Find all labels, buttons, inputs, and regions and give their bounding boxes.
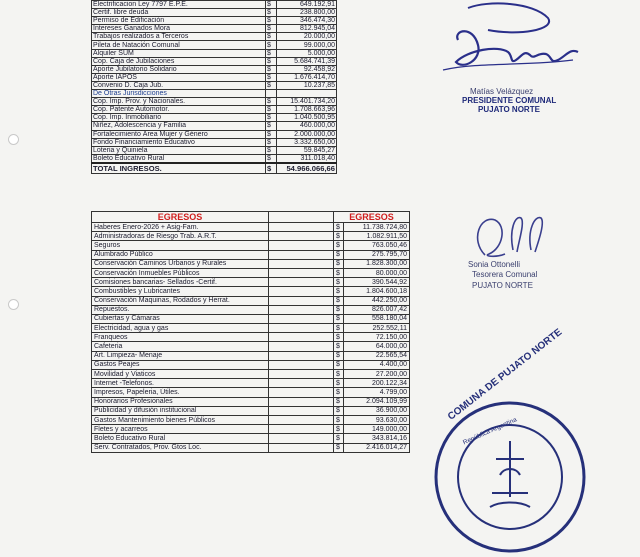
amount-cell: 1.676.414,70 [277,73,337,81]
total-amount: 54.966.066,66 [277,163,337,174]
concept-cell: Fondo Financiamiento Educativo [92,138,266,146]
egreso-row [92,278,410,287]
amount-cell: 826.007,42 [344,305,410,314]
ingreso-row [92,130,337,138]
currency-cell: $ [266,130,277,138]
amount-cell: 3.332.650,00 [277,138,337,146]
currency-cell: $ [334,379,344,388]
concept-cell: Administradoras de Riesgo Trab. A.R.T. [92,232,269,241]
currency-cell: $ [266,49,277,57]
amount-cell: 72.150,00 [344,333,410,342]
currency-cell: $ [334,241,344,250]
currency-cell: $ [266,114,277,122]
ingreso-row [92,73,337,81]
amount-cell: 4.400,00 [344,360,410,369]
ingreso-row [92,9,337,17]
amount-cell: 22.565,54 [344,351,410,360]
concept-cell: Permiso de Edificación [92,17,266,25]
amount-cell: 2.000.000,00 [277,130,337,138]
amount-cell: 311.018,40 [277,154,337,163]
ingreso-row [92,33,337,41]
ingreso-row [92,81,337,89]
amount-cell: 252.552,11 [344,324,410,333]
president-title: PRESIDENTE COMUNAL [462,96,557,105]
concept-cell: Conservación Inmuebles Públicos [92,268,269,277]
egreso-row [92,425,410,434]
ingreso-row [92,106,337,114]
currency-cell: $ [334,296,344,305]
ingresos-table [91,0,337,174]
ingreso-row [92,57,337,65]
egreso-row [92,370,410,379]
concept-cell: Cop. Imp. Prov. y Nacionales. [92,98,266,106]
treasurer-title: Tesorera Comunal [472,270,538,279]
egresos-header-left: EGRESOS [92,212,269,223]
concept-cell: Aporte IAPOS [92,73,266,81]
amount-cell: 5.000,00 [277,49,337,57]
amount-cell: 460.000,00 [277,122,337,130]
concept-cell: Alumbrado Público [92,250,269,259]
currency-cell: $ [266,98,277,106]
section-label: De Otras Jurisdicciones [92,90,266,98]
ingreso-row [92,17,337,25]
egreso-row [92,324,410,333]
egreso-row [92,342,410,351]
currency-cell: $ [266,73,277,81]
amount-cell: 442.250,00 [344,296,410,305]
stamp-line1: COMUNA DE PUJATO NORTE [446,326,565,423]
amount-cell: 1.828.300,00 [344,259,410,268]
currency-cell: $ [266,9,277,17]
currency-cell: $ [334,406,344,415]
currency-cell: $ [334,360,344,369]
concept-cell: Comisiones bancarias- Sellados -Certif. [92,278,269,287]
currency-cell: $ [334,342,344,351]
amount-cell: 200.122,34 [344,379,410,388]
currency-cell: $ [266,65,277,73]
currency-cell: $ [334,268,344,277]
concept-cell: Boleto Educativo Rural [92,434,269,443]
total-ingresos-row [92,163,337,174]
egreso-row [92,314,410,323]
egresos-table [91,211,410,453]
concept-cell: Boleto Educativo Rural [92,154,266,163]
amount-cell: 11.738.724,80 [344,223,410,232]
currency-cell: $ [266,33,277,41]
concept-cell: Intereses Ganados Mora [92,25,266,33]
amount-cell: 99.000,00 [277,41,337,49]
amount-cell: 20.000,00 [277,33,337,41]
currency-cell: $ [266,154,277,163]
egreso-row [92,406,410,415]
concept-cell: Movilidad y Viaticos [92,370,269,379]
amount-cell: 1.708.663,96 [277,106,337,114]
concept-cell: Loteria y Quiniela [92,146,266,154]
egreso-row [92,443,410,452]
egresos-header-right: EGRESOS [334,212,410,223]
currency-cell: $ [334,223,344,232]
amount-cell: 343.814,16 [344,434,410,443]
concept-cell: Pileta de Natación Comunal [92,41,266,49]
concept-cell: Art. Limpieza- Menaje [92,351,269,360]
currency-cell: $ [334,324,344,333]
egreso-row [92,259,410,268]
amount-cell: 4.799,00 [344,388,410,397]
currency-cell: $ [266,81,277,89]
ingreso-row [92,1,337,9]
currency-cell: $ [334,278,344,287]
concept-cell: Cafeteria [92,342,269,351]
concept-cell: Conservación Maquinas, Rodados y Herrat. [92,296,269,305]
concept-cell: Conservación Caminos Urbanos y Rurales [92,259,269,268]
treasurer-name: Sonia Ottonelli [468,260,521,269]
currency-cell: $ [334,434,344,443]
egresos-header-row [92,212,410,223]
currency-cell: $ [266,25,277,33]
egreso-row [92,232,410,241]
egreso-row [92,333,410,342]
ingreso-row [92,154,337,163]
amount-cell: 10.237,85 [277,81,337,89]
concept-cell: Fortalecimiento Área Mujer y Género [92,130,266,138]
currency-cell: $ [334,250,344,259]
currency-cell: $ [266,122,277,130]
concept-cell: Cubiertas y Cámaras [92,314,269,323]
amount-cell: 2.416.014,27 [344,443,410,452]
ingreso-row [92,41,337,49]
concept-cell: Cop. Imp. Inmobiliario [92,114,266,122]
currency-cell: $ [334,232,344,241]
ingreso-row [92,25,337,33]
hole-punch [8,299,19,310]
currency-cell: $ [334,333,344,342]
concept-cell: Electricidad, agua y gas [92,324,269,333]
concept-cell: Aporte Jubilatorio Solidario [92,65,266,73]
concept-cell: Combustibles y Lubricantes [92,287,269,296]
amount-cell: 1.804.600,18 [344,287,410,296]
concept-cell: Cop. Patente Automotor. [92,106,266,114]
amount-cell: 149.000,00 [344,425,410,434]
president-place: PUJATO NORTE [478,105,540,114]
concept-cell: Alquiler SUM [92,49,266,57]
amount-cell: 93.630,00 [344,415,410,424]
concept-cell: Serv. Contratados, Prov. Gtos Loc. [92,443,269,452]
currency-cell: $ [266,57,277,65]
egreso-row [92,296,410,305]
egreso-row [92,223,410,232]
amount-cell: 27.200,00 [344,370,410,379]
amount-cell: 80.000,00 [344,268,410,277]
currency-cell: $ [334,443,344,452]
concept-cell: Cop. Caja de Jubilaciones [92,57,266,65]
ingreso-row [92,146,337,154]
concept-cell: Impresos, Papeleria, Útiles. [92,388,269,397]
egreso-row [92,268,410,277]
egreso-row [92,351,410,360]
currency-cell: $ [334,287,344,296]
amount-cell: 812.945,04 [277,25,337,33]
concept-cell: Repuestos. [92,305,269,314]
hole-punch [8,134,19,145]
ingreso-row [92,122,337,130]
egreso-row [92,250,410,259]
amount-cell: 275.795,70 [344,250,410,259]
egreso-row [92,360,410,369]
concept-cell: Haberes Enero-2026 + Asig-Fam. [92,223,269,232]
egreso-row [92,397,410,406]
amount-cell: 59.845,27 [277,146,337,154]
total-currency: $ [266,163,277,174]
concept-cell: Gastos Mantenimiento bienes Públicos [92,415,269,424]
currency-cell: $ [266,146,277,154]
ingreso-row [92,114,337,122]
president-name: Matías Velázquez [470,87,534,96]
egreso-row [92,379,410,388]
egreso-row [92,415,410,424]
amount-cell: 558.180,04 [344,314,410,323]
ingreso-row [92,98,337,106]
concept-cell: Certif. libre deuda [92,9,266,17]
concept-cell: Niñez, Adolescencia y Familia [92,122,266,130]
ingreso-row [92,49,337,57]
egreso-row [92,388,410,397]
amount-cell: 763.050,46 [344,241,410,250]
concept-cell: Trabajos realizados a Terceros [92,33,266,41]
currency-cell: $ [266,106,277,114]
concept-cell: Fletes y acarreos [92,425,269,434]
concept-cell: Gastos Peajes [92,360,269,369]
currency-cell: $ [266,138,277,146]
currency-cell: $ [334,425,344,434]
amount-cell: 64.000,00 [344,342,410,351]
currency-cell: $ [334,259,344,268]
egreso-row [92,305,410,314]
amount-cell: 36.900,00 [344,406,410,415]
amount-cell: 92.458,92 [277,65,337,73]
currency-cell: $ [266,41,277,49]
egreso-row [92,434,410,443]
amount-cell: 1.040.500,95 [277,114,337,122]
currency-cell: $ [334,388,344,397]
amount-cell: 2.094.109,99 [344,397,410,406]
amount-cell: 1.082.911,50 [344,232,410,241]
currency-cell: $ [334,351,344,360]
amount-cell: 238.800,00 [277,9,337,17]
amount-cell: 346.474,30 [277,17,337,25]
currency-cell: $ [334,305,344,314]
ingreso-row [92,138,337,146]
egreso-row [92,287,410,296]
concept-cell: Electrificacion Ley 7797 E.P.E. [92,1,266,9]
concept-cell: Publicidad y difusión institucional [92,406,269,415]
currency-cell: $ [334,415,344,424]
amount-cell: 390.544,92 [344,278,410,287]
concept-cell: Internet -Telefonos. [92,379,269,388]
currency-cell: $ [266,1,277,9]
total-label: TOTAL INGRESOS. [92,163,266,174]
concept-cell: Franqueos [92,333,269,342]
concept-cell: Seguros [92,241,269,250]
amount-cell: 649.192,91 [277,1,337,9]
concept-cell: Convenio D. Caja Jub. [92,81,266,89]
amount-cell: 5.684.741,39 [277,57,337,65]
ingreso-row [92,65,337,73]
president-signature-scribble [438,0,598,90]
currency-cell: $ [334,370,344,379]
egreso-row [92,241,410,250]
concept-cell: Honorarios Profesionales [92,397,269,406]
section-row-otras-jurisdicciones [92,90,337,98]
stamp-line2: República Argentina [462,416,519,447]
treasurer-place: PUJATO NORTE [472,281,533,290]
currency-cell: $ [334,397,344,406]
currency-cell: $ [334,314,344,323]
currency-cell: $ [266,17,277,25]
amount-cell: 15.401.734,20 [277,98,337,106]
